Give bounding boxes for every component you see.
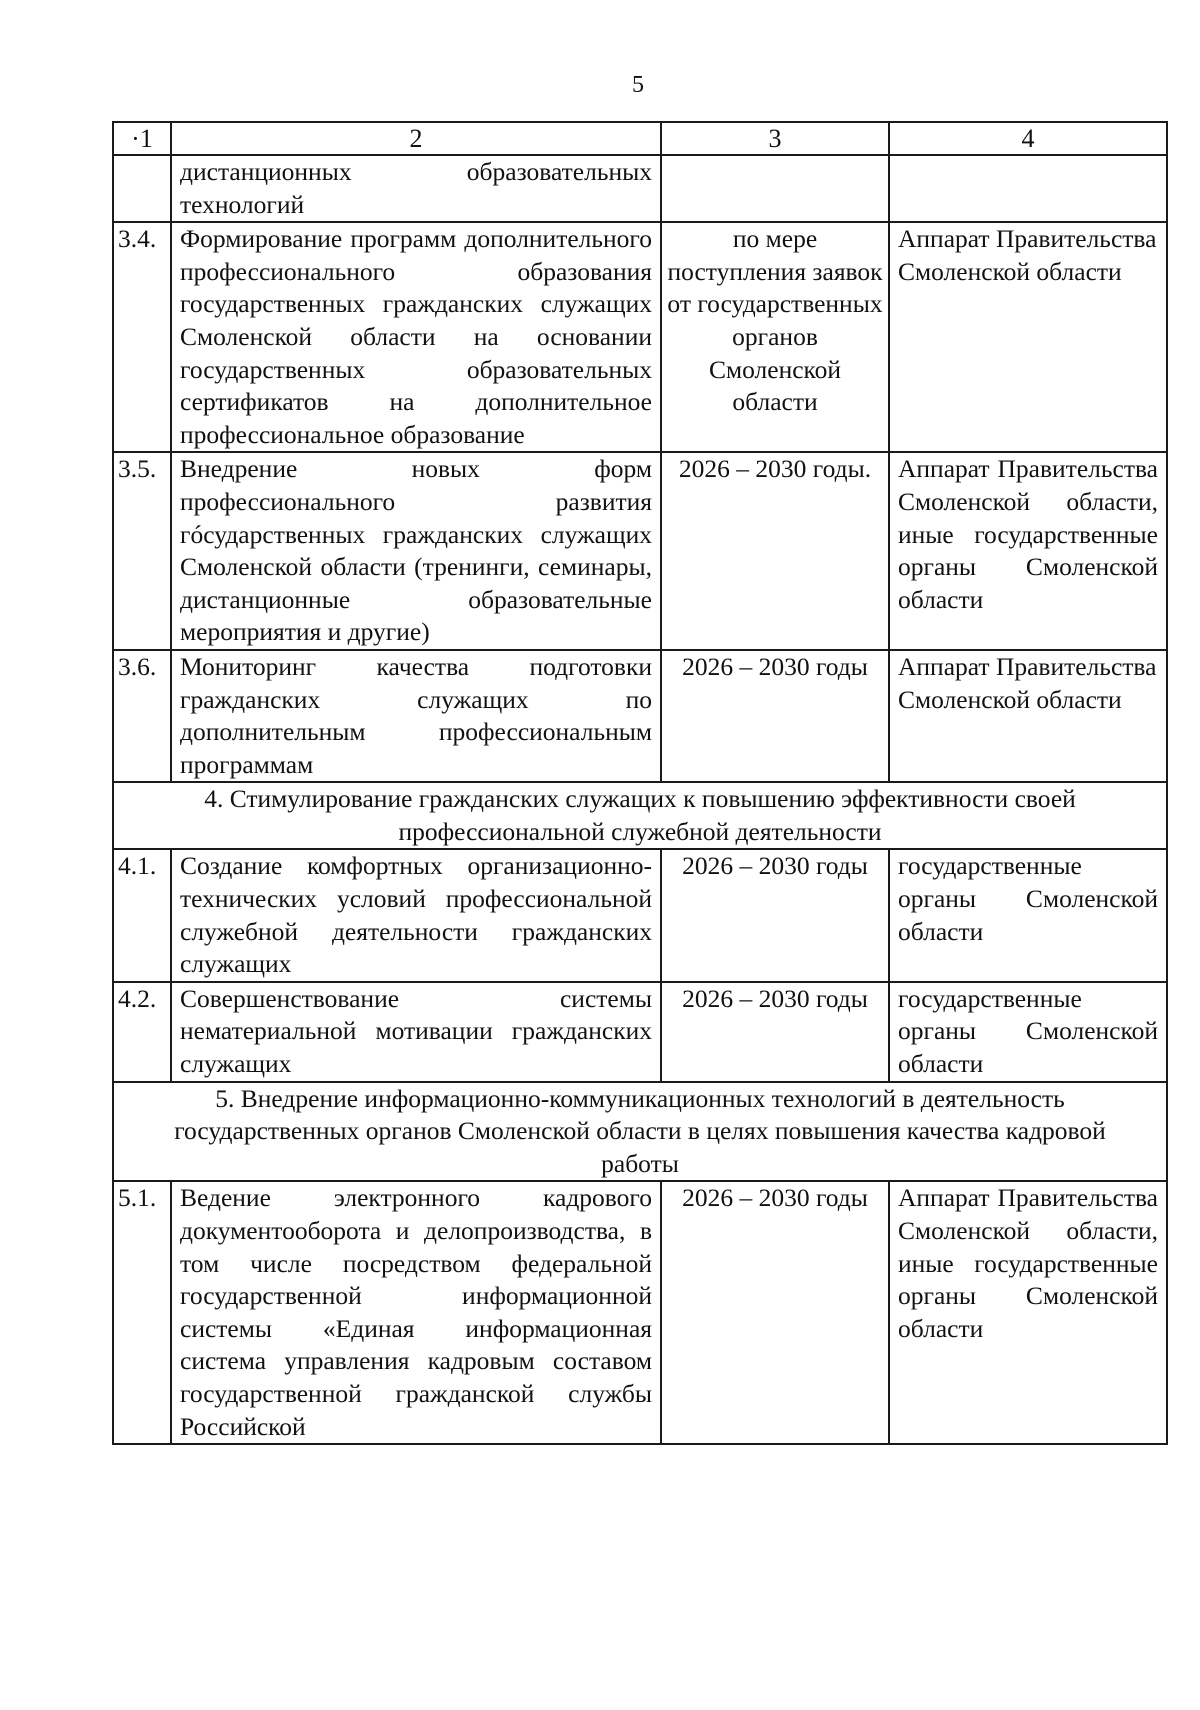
row-number: 3.4. bbox=[113, 222, 171, 452]
row-term: 2026 – 2030 годы bbox=[661, 849, 889, 981]
row-term: 2026 – 2030 годы bbox=[661, 982, 889, 1082]
table-row bbox=[113, 650, 1167, 782]
row-term: 2026 – 2030 годы bbox=[661, 1181, 889, 1444]
page-number: 5 bbox=[632, 72, 644, 98]
row-description: Формирование программ дополнительного профессионального образования государственных гражданских служащих Смоленской области на основании государственных образовательных сертификатов на дополнительное профессиональное образование bbox=[171, 222, 661, 452]
row-term bbox=[661, 155, 889, 222]
row-term: по мере поступления заявок от государственных органов Смоленской области bbox=[661, 222, 889, 452]
header-col-3: 3 bbox=[661, 122, 889, 155]
row-number: 4.2. bbox=[113, 982, 171, 1082]
table-row bbox=[113, 849, 1167, 981]
row-executor bbox=[889, 155, 1167, 222]
row-executor: Аппарат Правительства Смоленской области bbox=[889, 650, 1167, 782]
header-col-1: ·1 bbox=[113, 122, 171, 155]
row-description: дистанционных образовательных технологий bbox=[171, 155, 661, 222]
table-row bbox=[113, 982, 1167, 1082]
row-executor: государственные органы Смоленской области bbox=[889, 849, 1167, 981]
row-executor: Аппарат Правительства Смоленской области bbox=[889, 222, 1167, 452]
section-heading-5: 5. Внедрение информационно-коммуникационных технологий в деятельность государственных органов Смоленской области в целях повышения качества кадровой работы bbox=[113, 1082, 1167, 1182]
row-number: 3.6. bbox=[113, 650, 171, 782]
row-description: Мониторинг качества подготовки гражданских служащих по дополнительным профессиональным программам bbox=[171, 650, 661, 782]
section-row bbox=[113, 1082, 1167, 1182]
table-row bbox=[113, 452, 1167, 650]
table-row bbox=[113, 155, 1167, 222]
section-row bbox=[113, 782, 1167, 849]
row-number: 4.1. bbox=[113, 849, 171, 981]
section-heading-4: 4. Стимулирование гражданских служащих к повышению эффективности своей профессиональной служебной деятельности bbox=[113, 782, 1167, 849]
table-row bbox=[113, 1181, 1167, 1444]
row-executor: Аппарат Правительства Смоленской области, иные государственные органы Смоленской области bbox=[889, 452, 1167, 650]
row-description: Внедрение новых форм профессионального развития гóсударственных гражданских служащих Смоленской области (тренинги, семинары, дистанционные образовательные мероприятия и другие) bbox=[171, 452, 661, 650]
row-term: 2026 – 2030 годы bbox=[661, 650, 889, 782]
table-row bbox=[113, 222, 1167, 452]
row-description: Ведение электронного кадрового документооборота и делопроизводства, в том числе посредством федеральной государственной информационной системы «Единая информационная система управления кадровым составом государственной гражданской службы Российской bbox=[171, 1181, 661, 1444]
row-term: 2026 – 2030 годы. bbox=[661, 452, 889, 650]
header-col-2: 2 bbox=[171, 122, 661, 155]
row-description: Создание комфортных организационно-технических условий профессиональной служебной деятельности гражданских служащих bbox=[171, 849, 661, 981]
row-number: 3.5. bbox=[113, 452, 171, 650]
action-plan-table bbox=[112, 121, 1168, 1445]
header-col-4: 4 bbox=[889, 122, 1167, 155]
row-number bbox=[113, 155, 171, 222]
row-description: Совершенствование системы нематериальной мотивации гражданских служащих bbox=[171, 982, 661, 1082]
row-executor: государственные органы Смоленской области bbox=[889, 982, 1167, 1082]
table-header-row bbox=[113, 122, 1167, 155]
row-number: 5.1. bbox=[113, 1181, 171, 1444]
row-executor: Аппарат Правительства Смоленской области, иные государственные органы Смоленской области bbox=[889, 1181, 1167, 1444]
